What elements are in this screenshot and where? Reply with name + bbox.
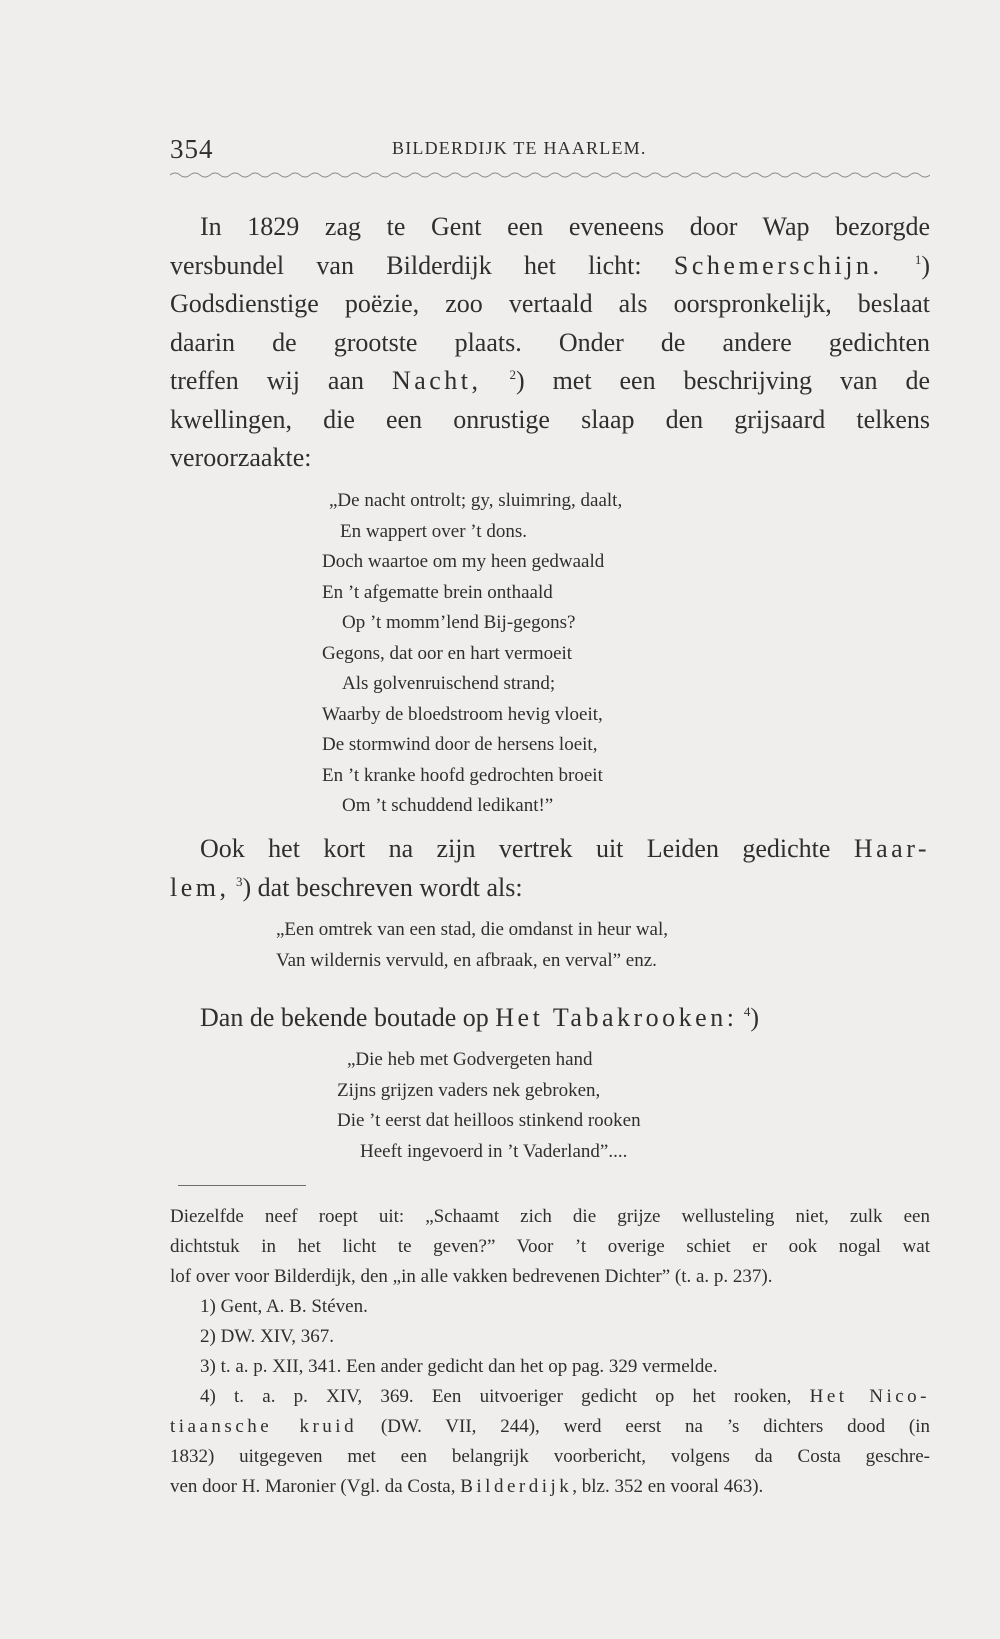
verse-line: Waarby de bloedstroom hevig vloeit, <box>322 703 603 725</box>
verse-line: Om ’t schuddend ledikant!” <box>342 795 554 816</box>
verse-line: Zijns grijzen vaders nek gebroken, <box>337 1079 601 1101</box>
text-span: Ook het kort na zijn vertrek uit Leiden gedichte <box>200 834 854 863</box>
spaced-title: Het Nico- <box>809 1386 930 1407</box>
paragraph-tabakrooken <box>170 999 930 1038</box>
text-span: versbundel van Bilderdijk het licht: <box>170 250 674 280</box>
text-line <box>170 869 930 908</box>
text-span: ven door H. Maronier (Vgl. da Costa, <box>170 1476 461 1497</box>
footnote-ref: 1 <box>914 251 922 267</box>
footnote-2: 2) DW. XIV, 367. <box>200 1326 335 1347</box>
verse-tabakrooken <box>170 1045 930 1167</box>
spaced-title: Bilderdijk <box>460 1476 573 1497</box>
footnote-ref: 4 <box>743 1004 751 1019</box>
text-span: ) <box>750 1003 760 1032</box>
text-line <box>170 362 930 401</box>
paragraph-schemerschijn <box>170 208 930 478</box>
text-line: Godsdienstige poëzie, zoo vertaald als oorspronkelijk, beslaat <box>170 289 930 318</box>
spaced-title: lem, <box>170 872 230 902</box>
verse-line: Als golvenruischend strand; <box>342 673 556 694</box>
text-line: daarin de grootste plaats. Onder de andere gedichten <box>170 327 930 357</box>
verse-line: De stormwind door de hersens loeit, <box>322 734 598 755</box>
verse-nacht <box>170 486 930 822</box>
footnote-line <box>170 1412 930 1442</box>
footnote-3: 3) t. a. p. XII, 341. Een ander gedicht dan het op pag. 329 vermelde. <box>200 1356 718 1377</box>
footnote-line <box>170 1472 930 1502</box>
verse-line: „Een omtrek van een stad, die omdanst in heur wal, <box>276 919 669 940</box>
footnote-line: 1832) uitgegeven met een belangrijk voorbericht, volgens da Costa geschre- <box>170 1446 930 1467</box>
running-title: BILDERDIJK TE HAARLEM. <box>392 138 647 158</box>
footnote-4 <box>170 1382 930 1412</box>
footnote-line: Diezelfde neef roept uit: „Schaamt zich die grijze wellusteling niet, zulk een <box>170 1206 930 1227</box>
page-number: 354 <box>170 134 214 164</box>
text-span: , blz. 352 en vooral 463). <box>572 1476 764 1497</box>
text-span: ) <box>921 250 931 280</box>
verse-line: Van wildernis vervuld, en afbraak, en verval” enz. <box>276 949 657 971</box>
spaced-title: Het Tabakrooken: <box>495 1003 738 1032</box>
text-span: (DW. VII, 244), werd eerst na ’s dichters dood (in <box>357 1416 930 1437</box>
verse-haarlem <box>170 915 930 976</box>
text-span: Dan de bekende boutade op <box>200 1003 496 1032</box>
footnote-1: 1) Gent, A. B. Stéven. <box>200 1296 368 1317</box>
decorative-wavy-rule <box>170 170 930 180</box>
paragraph-haarlem <box>170 830 930 907</box>
verse-line: „Die heb met Godvergeten hand <box>347 1049 593 1070</box>
footnotes <box>170 1202 930 1502</box>
text-span: ) met een beschrijving van de <box>515 366 930 395</box>
verse-line: Die ’t eerst dat heilloos stinkend rooken <box>337 1110 641 1131</box>
verse-line: En ’t kranke hoofd gedrochten broeit <box>322 764 603 786</box>
text-line <box>170 247 930 286</box>
spaced-title: Nacht, <box>391 366 482 395</box>
text-line: kwellingen, die een onrustige slaap den grijsaard telkens <box>170 404 930 434</box>
footnote-ref: 2 <box>509 367 516 382</box>
spaced-title: Haar- <box>853 834 930 863</box>
verse-line: Heeft ingevoerd in ’t Vaderland”.... <box>360 1140 628 1162</box>
verse-line: En ’t afgematte brein onthaald <box>322 581 553 603</box>
text-span: treffen wij aan <box>170 366 392 395</box>
text-span: ) dat beschreven wordt als: <box>242 872 523 902</box>
verse-line: „De nacht ontrolt; gy, sluimring, daalt, <box>329 490 623 511</box>
text-line: veroorzaakte: <box>170 443 312 472</box>
footnote-line: lof over voor Bilderdijk, den „in alle vakken bedrevenen Dichter” (t. a. p. 237). <box>170 1266 773 1287</box>
footnote-line: dichtstuk in het licht te geven?” Voor ’t overige schiet er ook nogal wat <box>170 1236 930 1257</box>
verse-line: Gegons, dat oor en hart vermoeit <box>322 642 573 664</box>
spaced-title: Schemerschijn. <box>673 250 883 280</box>
footnote-ref: 3 <box>236 873 243 889</box>
verse-line: Doch waartoe om my heen gedwaald <box>322 551 605 572</box>
spaced-title: tiaansche kruid <box>170 1416 358 1437</box>
text-line <box>170 999 930 1038</box>
verse-line: En wappert over ’t dons. <box>340 520 527 542</box>
text-line <box>170 830 930 869</box>
verse-line: Op ’t momm’lend Bij-gegons? <box>342 612 576 633</box>
page-header <box>170 134 930 170</box>
text-line: In 1829 zag te Gent een eveneens door Wap bezorgde <box>200 212 930 241</box>
text-span: 4) t. a. p. XIV, 369. Een uitvoeriger gedicht op het rooken, <box>200 1386 810 1407</box>
footnote-divider <box>178 1185 306 1186</box>
